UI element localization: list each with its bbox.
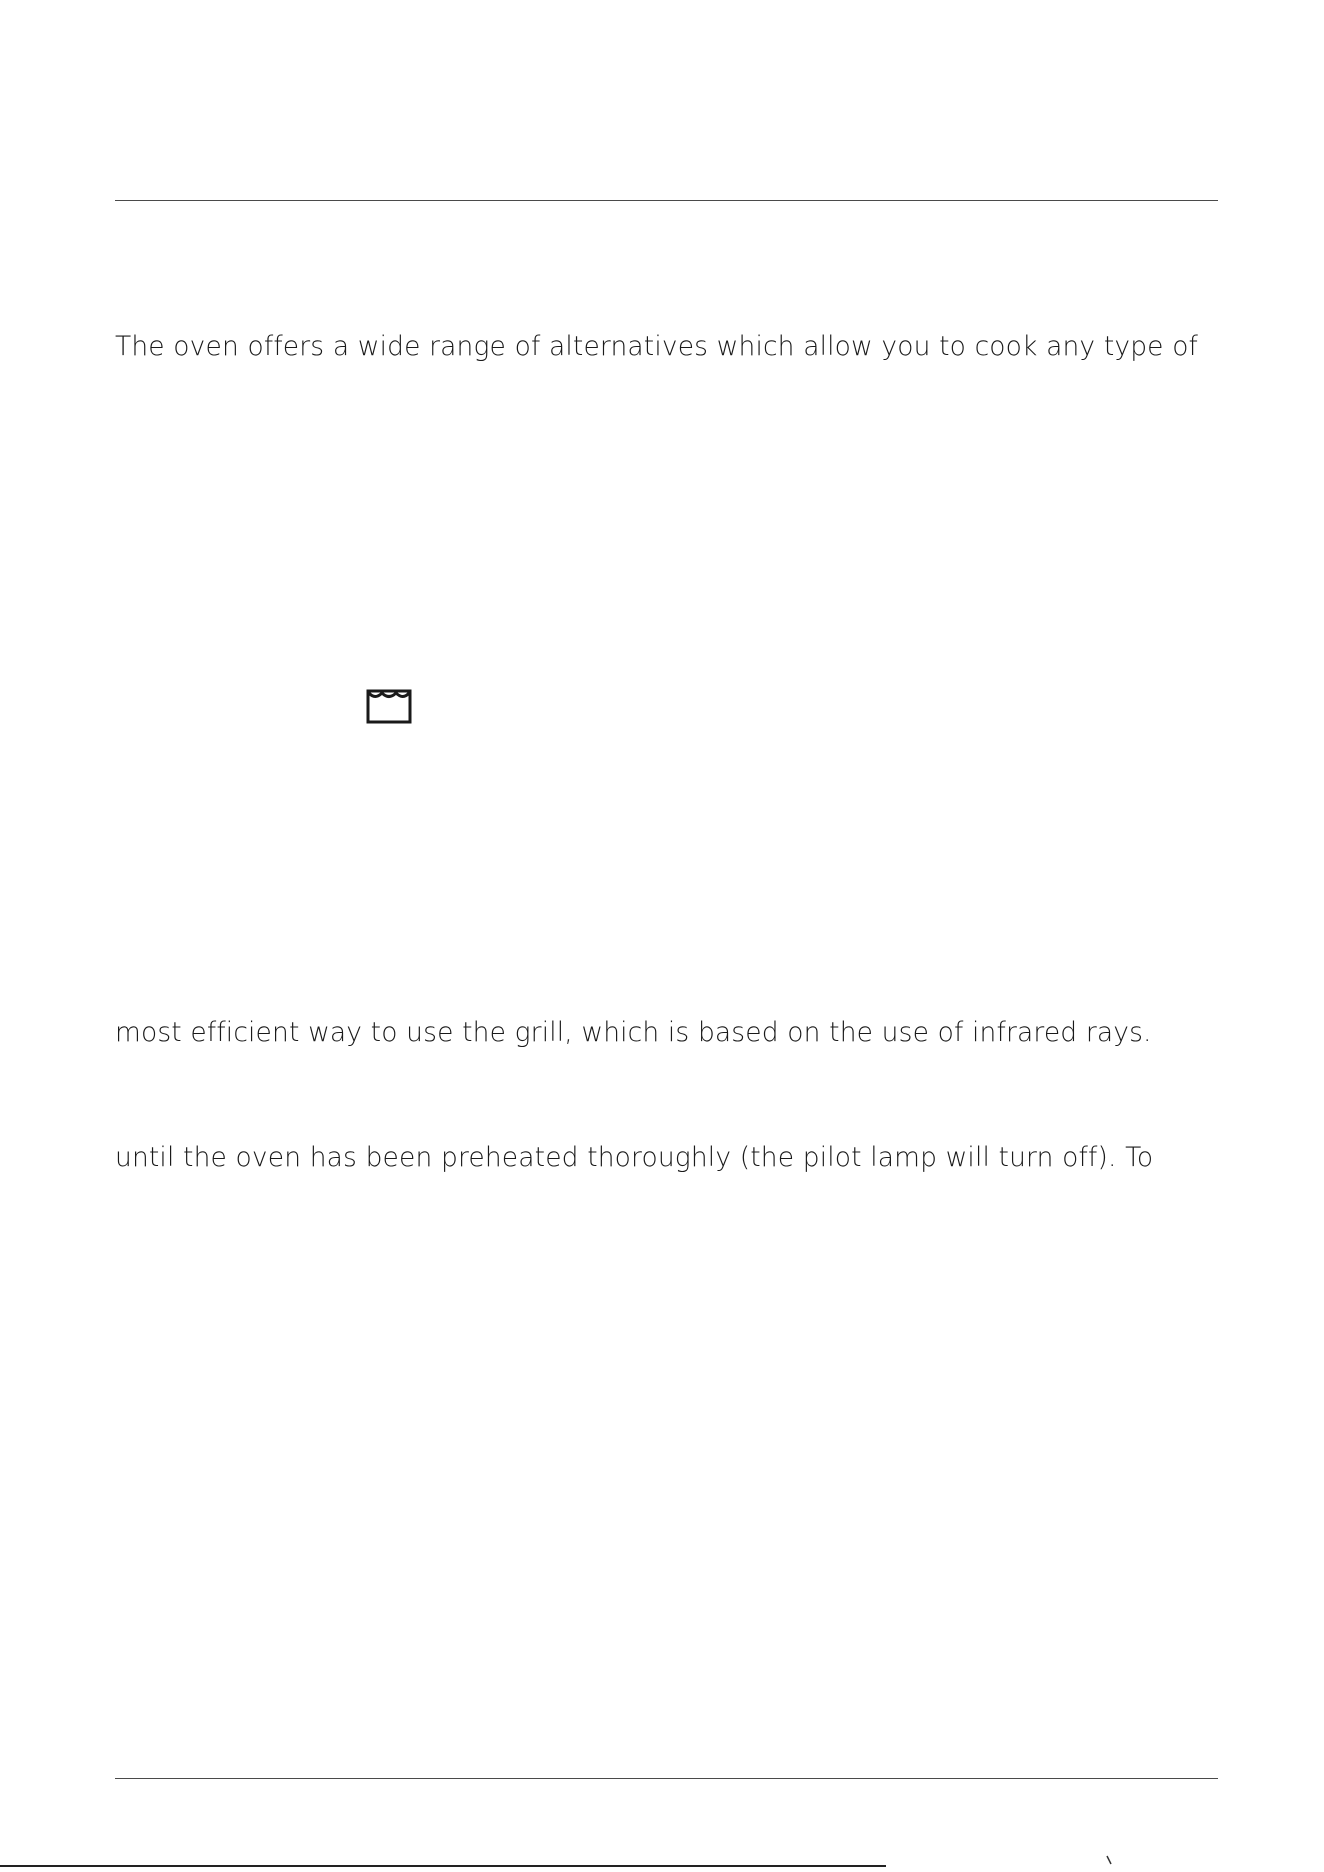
header-divider: [115, 200, 1218, 201]
page-bottom-bar: [0, 1865, 886, 1867]
body-text-line-1: The oven offers a wide range of alternatives which allow you to cook any type of: [115, 331, 1199, 362]
page-corner-mark: [1106, 1855, 1112, 1865]
footer-divider: [115, 1778, 1218, 1779]
oven-top-heating-element-icon: [366, 687, 412, 724]
body-text-line-2: most efficient way to use the grill, which is based on the use of infrared rays.: [115, 1017, 1152, 1048]
body-text-line-3: until the oven has been preheated thoroughly (the pilot lamp will turn off). To: [115, 1142, 1154, 1173]
